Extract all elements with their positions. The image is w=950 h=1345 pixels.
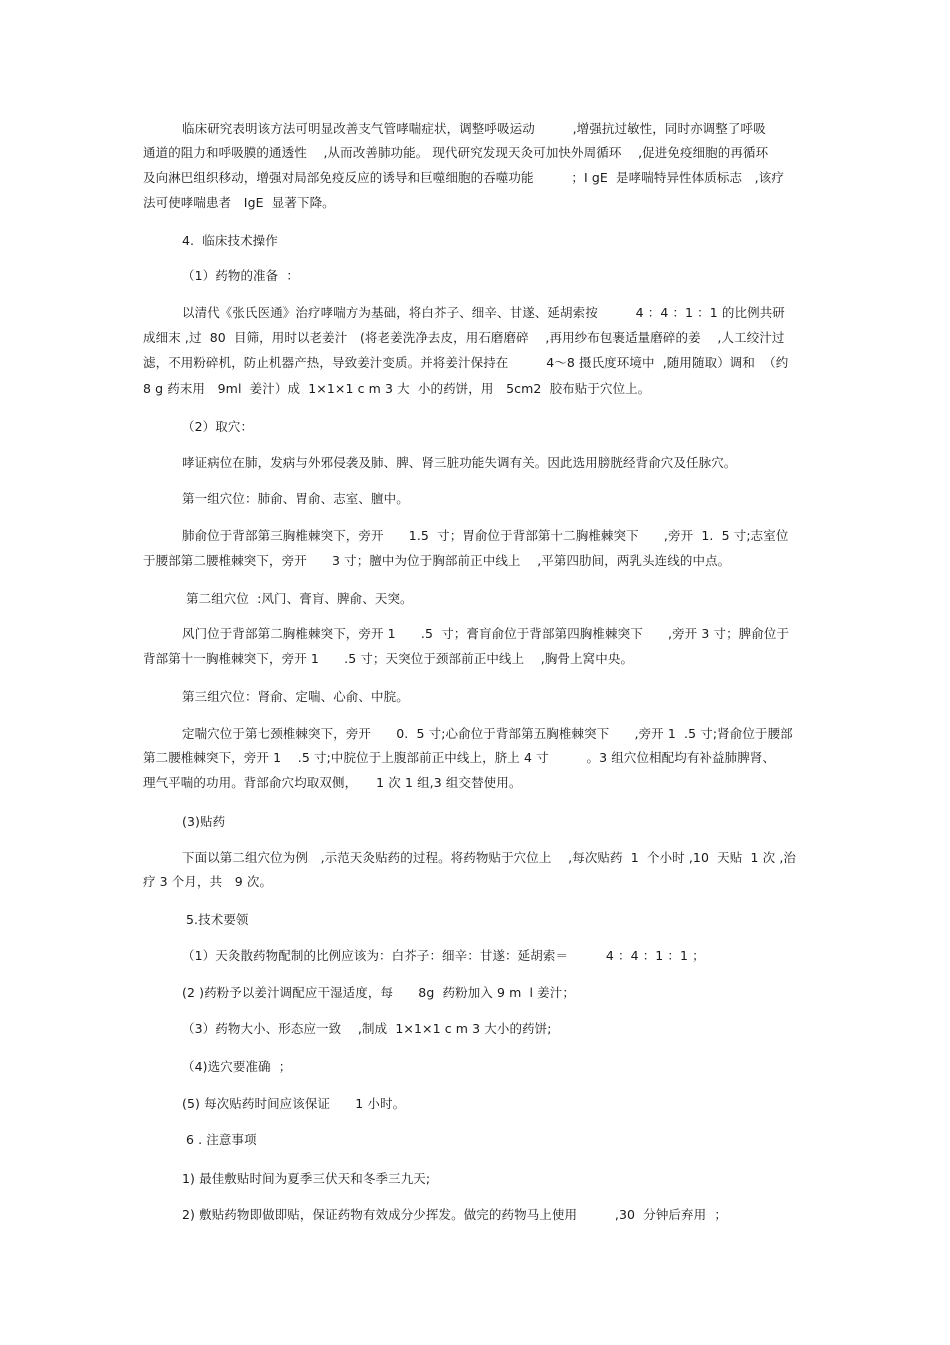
section-heading: 4. 临床技术操作 xyxy=(182,233,278,248)
text-line: 于腰部第二腰椎棘突下，旁开 3 寸；膻中为位于胸部前正中线上 ,平第四肋间，两乳头连线的中点。 xyxy=(143,553,731,568)
text-line: 疗 3 个月，共 9 次。 xyxy=(143,874,273,889)
text-line: 通道的阻力和呼吸膜的通透性 ,从而改善肺功能。 现代研究发现天灸可加快外周循环 ,促进免疫细胞的再循环 xyxy=(143,145,769,160)
text-line: 及向淋巴组织移动，增强对局部免疫反应的诱导和巨噬细胞的吞噬功能 ；I gE 是哮喘特异性体质标志 ,该疗 xyxy=(143,170,784,185)
text-line: 风门位于背部第二胸椎棘突下，旁开 1 .5 寸；膏肓俞位于背部第四胸椎棘突下 ,旁开 3 寸；脾俞位于 xyxy=(182,626,790,641)
text-line: 成细末 ,过 80 目筛，用时以老姜汁 (将老姜洗净去皮，用石磨磨碎 ,再用纱布包裹适量磨碎的姜 ,人工绞汁过 xyxy=(143,330,785,345)
list-item: 2) 敷贴药物即做即贴，保证药物有效成分少挥发。做完的药物马上使用 ,30 分钟后弃用 ； xyxy=(182,1207,727,1222)
section-heading: 5.技术要领 xyxy=(186,912,249,927)
subsection-heading: （2）取穴： xyxy=(182,419,254,434)
text-line: 下面以第二组穴位为例 ,示范天灸贴药的过程。将药物贴于穴位上 ,每次贴药 1 个小时 ,10 天贴 1 次 ,治 xyxy=(182,850,796,865)
subsection-heading: (3)贴药 xyxy=(182,814,226,829)
list-item: (2 )药粉予以姜汁调配应干湿适度，每 8g 药粉加入 9 m l 姜汁； xyxy=(182,985,575,1000)
list-item: 1) 最佳敷贴时间为夏季三伏天和冬季三九天; xyxy=(182,1171,431,1186)
text-line: 8 g 药末用 9ml 姜汁）成 1×1×1 c m 3 大 小的药饼，用 5cm2 胶布贴于穴位上。 xyxy=(143,381,651,396)
list-item: （3）药物大小、形态应一致 ,制成 1×1×1 c m 3 大小的药饼; xyxy=(182,1021,552,1036)
text-line: 第一组穴位：肺俞、胃俞、志室、膻中。 xyxy=(182,491,409,506)
list-item: （4)选穴要准确 ； xyxy=(182,1059,292,1074)
text-line: 第二组穴位 :风门、膏肓、脾俞、天突。 xyxy=(186,591,413,606)
list-item: (5) 每次贴药时间应该保证 1 小时。 xyxy=(182,1096,406,1111)
text-line: 第二腰椎棘突下，旁开 1 .5 寸;中脘位于上腹部前正中线上，脐上 4 寸 。3 组穴位相配均有补益肺脾肾、 xyxy=(143,750,776,765)
list-item: （1）天灸散药物配制的比例应该为：白芥子：细辛：甘遂：延胡索＝ 4 ：4 ：1 ：1 ； xyxy=(182,948,705,963)
text-line: 肺俞位于背部第三胸椎棘突下，旁开 1.5 寸；胃俞位于背部第十二胸椎棘突下 ,旁开 1. 5 寸;志室位 xyxy=(182,528,789,543)
section-heading: 6 . 注意事项 xyxy=(186,1132,257,1147)
text-line: 以清代《张氏医通》治疗哮喘方为基础，将白芥子、细辛、甘遂、延胡索按 4 ：4 ：1 ：1 的比例共研 xyxy=(182,305,785,320)
subsection-heading: （1）药物的准备 ： xyxy=(182,268,299,283)
text-line: 定喘穴位于第七颈椎棘突下，旁开 0. 5 寸;心俞位于背部第五胸椎棘突下 ,旁开 1 .5 寸;肾俞位于腰部 xyxy=(182,726,793,741)
text-line: 法可使哮喘患者 IgE 显著下降。 xyxy=(143,195,335,210)
text-line: 第三组穴位：肾俞、定喘、心俞、中脘。 xyxy=(182,689,409,704)
text-line: 哮证病位在肺，发病与外邪侵袭及肺、脾、肾三脏功能失调有关。因此选用膀胱经背俞穴及任脉穴。 xyxy=(182,455,737,470)
text-line: 背部第十一胸椎棘突下，旁开 1 .5 寸；天突位于颈部前正中线上 ,胸骨上窝中央。 xyxy=(143,651,634,666)
text-line: 理气平喘的功用。背部俞穴均取双侧， 1 次 1 组,3 组交替使用。 xyxy=(143,775,522,790)
text-line: 滤，不用粉碎机，防止机器产热，导致姜汁变质。并将姜汁保持在 4～8 摄氏度环境中 ,随用随取）调和 （约 xyxy=(143,355,789,370)
text-line: 临床研究表明该方法可明显改善支气管哮喘症状，调整呼吸运动 ,增强抗过敏性，同时亦调整了呼吸 xyxy=(182,121,766,136)
